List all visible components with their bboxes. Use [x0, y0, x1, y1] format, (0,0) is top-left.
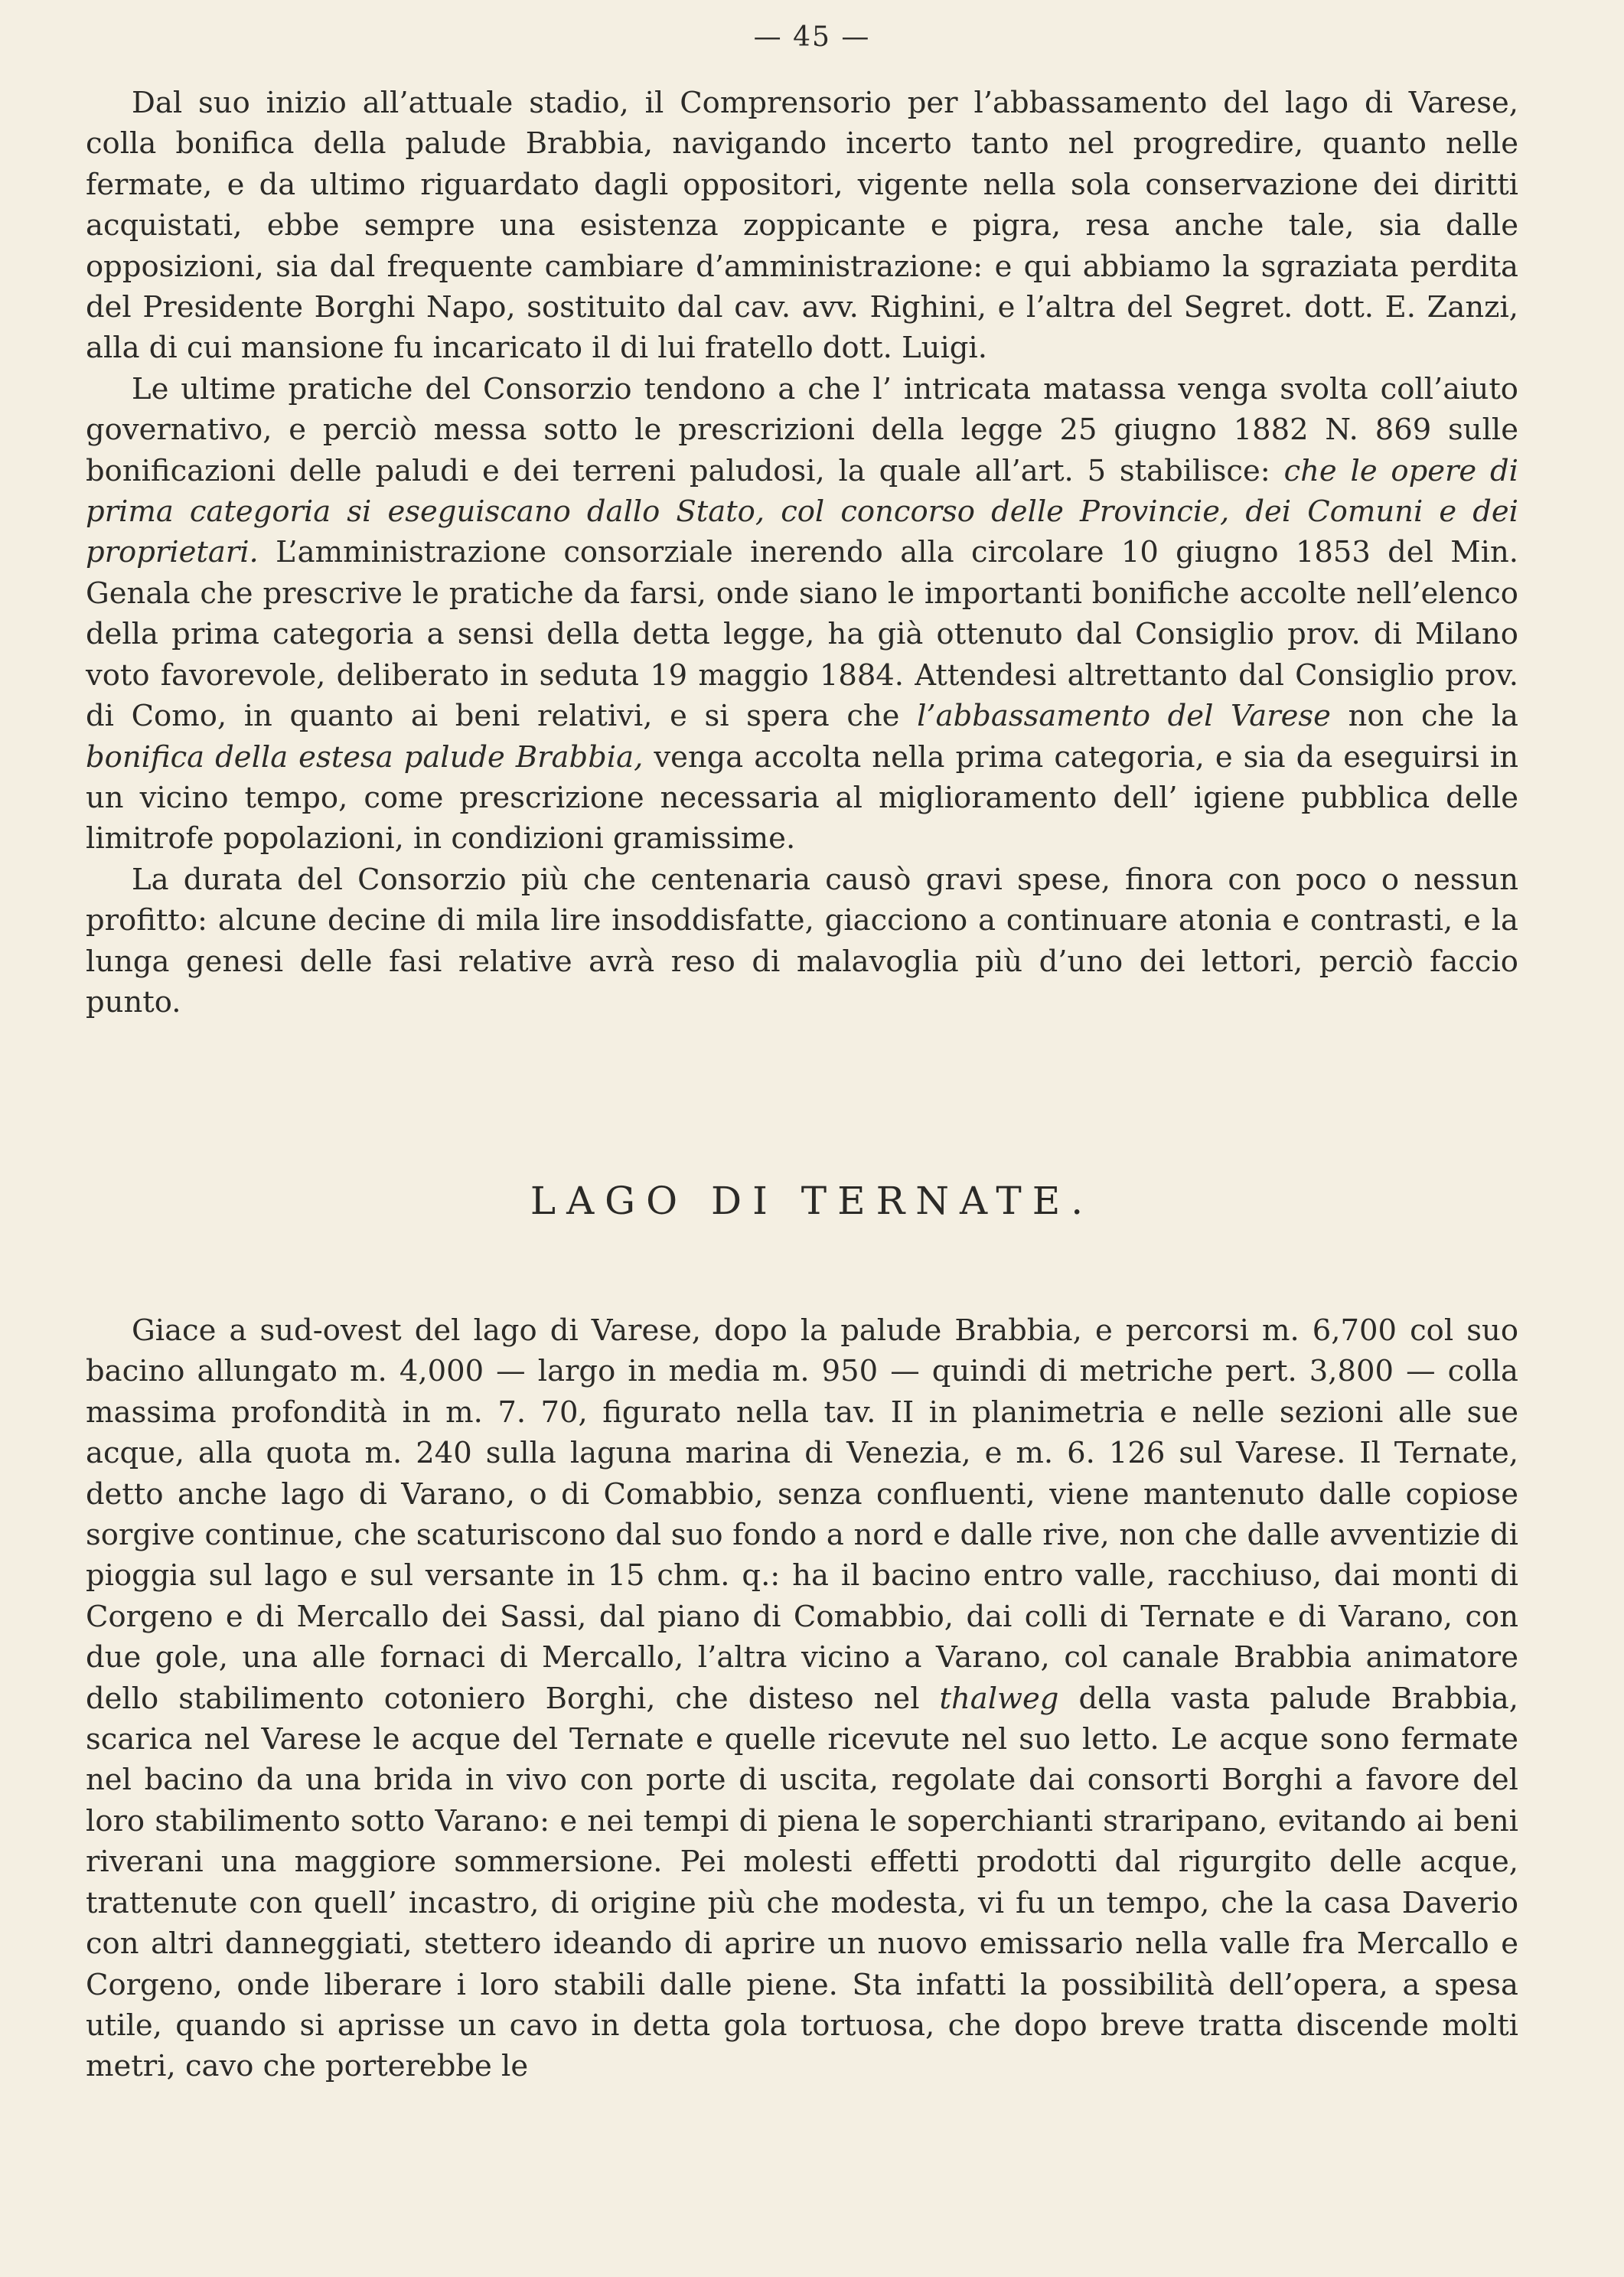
page-number: — 45 —	[753, 21, 871, 53]
text-run: non che la	[1330, 699, 1518, 734]
italic-text: thalweg	[939, 1681, 1059, 1716]
text-section-top	[86, 83, 1518, 1023]
italic-text: bonifica della estesa palude Brabbia,	[86, 739, 644, 775]
paragraph	[86, 860, 1518, 1023]
paragraph	[86, 369, 1518, 860]
text-run: La durata del Consorzio più che centenaria causò gravi spese, finora con poco o nessun profitto: alcune decine di mila lire insoddisfatte, giacciono a continuare atonia e contrasti, e la lunga genesi delle fasi relative avrà reso di malavoglia più d’uno dei lettori, perciò faccio punto.	[86, 862, 1518, 1019]
paragraph	[86, 83, 1518, 369]
paragraph	[86, 1310, 1518, 2087]
italic-text: che le opere di prima categoria si eseguiscano dallo Stato, col concorso delle Provincie, dei Comuni e dei proprietari.	[86, 453, 1518, 570]
text-run: L’amministrazione consorziale inerendo alla circolare 10 giugno 1853 del Min. Genala che prescrive le pratiche da farsi, onde siano le importanti bonifiche accolte nell’elenco della prima categoria a sensi della detta legge, ha già ottenuto dal Consiglio prov. di Milano voto favorevole, deliberato in seduta 19 maggio 1884. Attendesi altrettanto dal Consiglio prov. di Como, in quanto ai beni relativi, e si spera che	[86, 535, 1518, 734]
section-heading: LAGO DI TERNATE.	[530, 1179, 1094, 1223]
text-run: Dal suo inizio all’attuale stadio, il Comprensorio per l’abbassamento del lago di Varese, colla bonifica della palude Brabbia, navigando incerto tanto nel progredire, quanto nelle fermate, e da ultimo riguardato dagli oppositori, vigente nella sola conservazione dei diritti acquistati, ebbe sempre una esistenza zoppicante e pigra, resa anche tale, sia dalle opposizioni, sia dal frequente cambiare d’amministrazione: e qui abbiamo la sgraziata perdita del Presidente Borghi Napo, sostituito dal cav. avv. Righini, e l’altra del Segret. dott. E. Zanzi, alla di cui mansione fu incaricato il di lui fratello dott. Luigi.	[86, 86, 1518, 366]
italic-text: l’abbassamento del Varese	[917, 699, 1331, 734]
text-section-bottom	[86, 1310, 1518, 2087]
text-run: venga accolta nella prima categoria, e sia da eseguirsi in un vicino tempo, come prescrizione necessaria al miglioramento dell’ igiene pubblica delle limitrofe popolazioni, in condizioni gramissime.	[86, 739, 1518, 856]
text-run: Le ultime pratiche del Consorzio tendono a che l’ intricata matassa venga svolta coll’aiuto governativo, e perciò messa sotto le prescrizioni della legge 25 giugno 1882 N. 869 sulle bonificazioni delle paludi e dei terreni paludosi, la quale all’art. 5 stabilisce:	[86, 371, 1518, 488]
text-run: della vasta palude Brabbia, scarica nel Varese le acque del Ternate e quelle ricevute nel suo letto. Le acque sono fermate nel bacino da una brida in vivo con porte di uscita, regolate dai consorti Borghi a favore del loro stabilimento sotto Varano: e nei tempi di piena le soperchianti straripano, evitando ai beni riverani una maggiore sommersione. Pei molesti effetti prodotti dal rigurgito delle acque, trattenute con quell’ incastro, di origine più che modesta, vi fu un tempo, che la casa Daverio con altri danneggiati, stettero ideando di aprire un nuovo emissario nella valle fra Mercallo e Corgeno, onde liberare i loro stabili dalle piene. Sta infatti la possibilità dell’opera, a spesa utile, quando si aprisse un cavo in detta gola tortuosa, che dopo breve tratta discende molti metri, cavo che porterebbe le	[86, 1681, 1518, 2084]
text-run: Giace a sud-ovest del lago di Varese, dopo la palude Brabbia, e percorsi m. 6,700 col suo bacino allungato m. 4,000 — largo in media m. 950 — quindi di metriche pert. 3,800 — colla massima profondità in m. 7. 70, figurato nella tav. II in planimetria e nelle sezioni alle sue acque, alla quota m. 240 sulla laguna marina di Venezia, e m. 6. 126 sul Varese. Il Ternate, detto anche lago di Varano, o di Comabbio, senza confluenti, viene mantenuto dalle copiose sorgive continue, che scaturiscono dal suo fondo a nord e dalle rive, non che dalle avventizie di pioggia sul lago e sul versante in 15 chm. q.: ha il bacino entro valle, racchiuso, dai monti di Corgeno e di Mercallo dei Sassi, dal piano di Comabbio, dai colli di Ternate e di Varano, con due gole, una alle fornaci di Mercallo, l’altra vicino a Varano, col canale Brabbia animatore dello stabilimento cotoniero Borghi, che disteso nel	[86, 1313, 1518, 1716]
